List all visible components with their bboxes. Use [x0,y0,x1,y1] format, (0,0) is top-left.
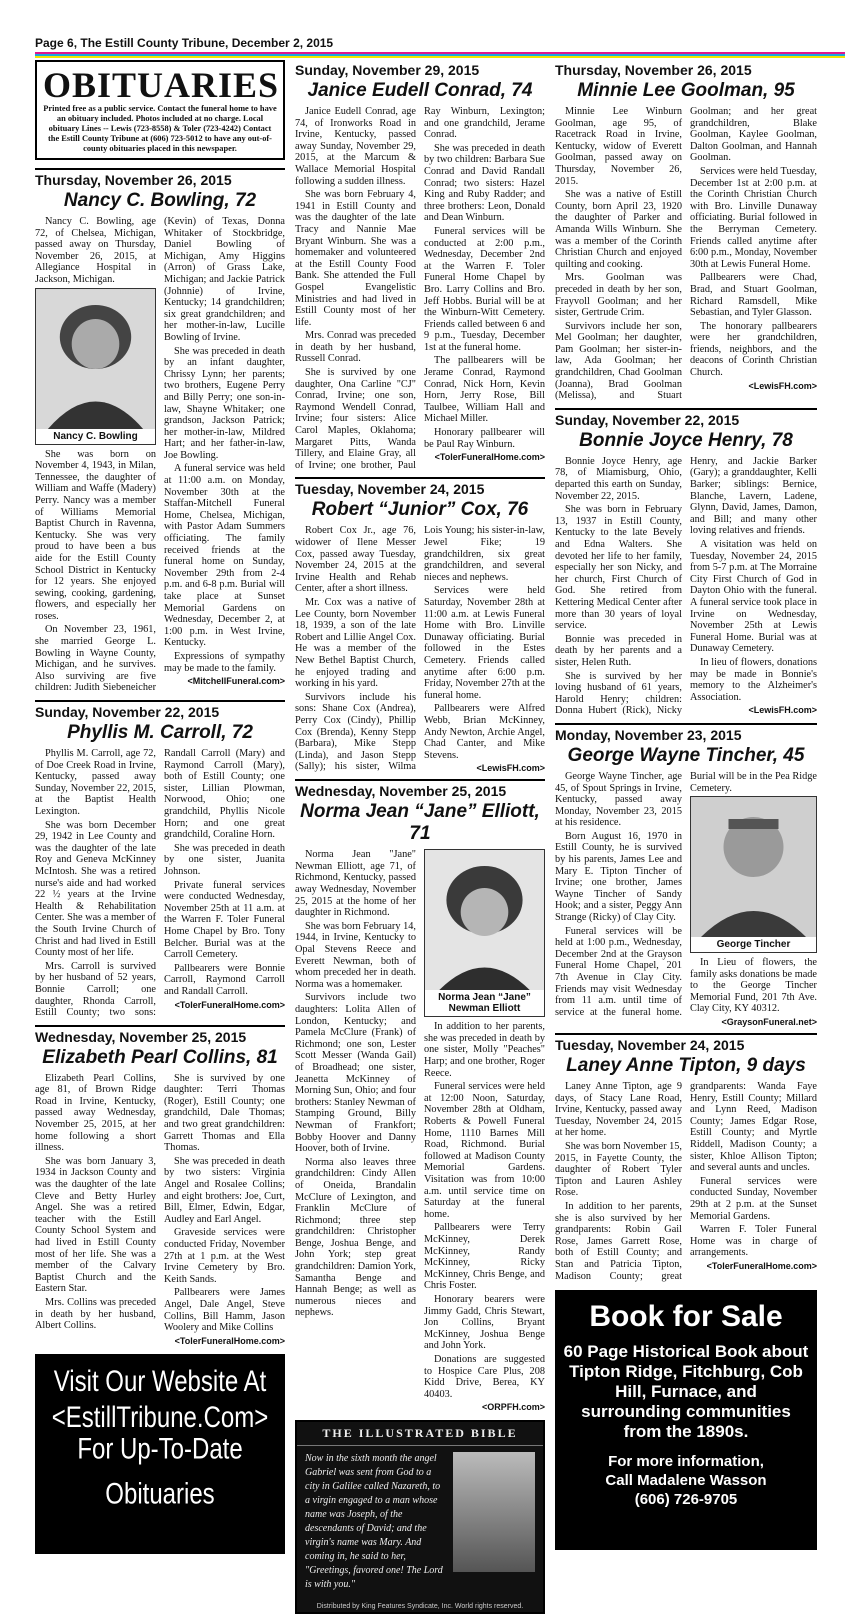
promo-line: <EstillTribune.Com> [51,1400,269,1434]
obit-paragraph: Mrs. Conrad was preceded in death by her husband, Russell Conrad. [295,330,416,365]
obit-paragraph: Funeral services were held at 12:00 Noon, Saturday, November 28th at Oldham, Roberts & Powell Funeral Home, 1110 Barnes Mill Road, Richmond. Burial followed at Madison County Memorial Gardens. Visitation was from 10:00 a.m. until service time on Saturday at the funeral home. [424,1081,545,1220]
obituaries-masthead [35,60,285,160]
obit-collins [35,1025,285,1346]
obit-elliott [295,779,545,1412]
funeral-home-link[interactable]: <TolerFuneralHome.com> [706,1260,817,1271]
portrait-photo [425,850,544,990]
obit-paragraph: She was born December 29, 1942 in Lee County and was the daughter of the late Roy and Geneva McKinney McIntosh. She was a retired nurse's aide and had worked 22 ½ years at the Irvine Health & Rehabilitation Center. She was a member of the South Irvine Church of Christ and had lived in Estill County most of her life. [35,819,156,959]
obit-paragraph: Funeral services will be held at 1:00 p.m., Wednesday, December 2nd at the Grayson Funeral Home Chapel, 201 7th Avenue in Clay City. Friends may visit Wednesday from 11 a.m. until time of service at the funeral home. Burial will be in the Pea Ridge Cemetery. [555,770,817,1018]
funeral-home-link[interactable]: <TolerFuneralHome.com> [434,452,545,463]
obit-date: Sunday, November 22, 2015 [35,704,220,721]
obit-paragraph: Pallbearers were Terry McKinney, Derek McKinney, Randy McKinney, Ricky McKinney, Chris Benge, and Chris Foster. [424,1222,545,1292]
obit-paragraph: She was born on November 4, 1943, in Milan, Tennessee, the daughter of William and Waffe (Madery) Perry. Nancy was a member of Williams Memorial Baptist Church in Ravenna, Kentucky. She was very proud to have been a bus aide for the Estill County School District in Kentucky for 12 years. She enjoyed sewing, cooking, gardening, flowers, and especially her roses. [35,448,156,622]
funeral-home-link[interactable]: <LewisFH.com> [748,705,817,716]
obit-paragraph: Honorary pallbearer will be Paul Ray Winburn. [424,427,545,450]
obit-paragraph: Robert Cox Jr., age 76, widower of Ilene Messer Cox, passed away Tuesday, November 24, 2015 at the Irvine Health and Rehab Center, after a short illness. [295,525,416,595]
illustrated-bible-ad [295,1420,545,1614]
obit-paragraph: Minnie Lee Winburn Goolman, age 95, of Racetrack Road in Irvine, Kentucky, widow of Everett Goolman, passed away on Thursday, November 26, 2015. [555,106,682,187]
obit-paragraph: Graveside services were conducted Friday, November 27th at 1 p.m. at the West Irvine Cemetery by Bro. Keith Sands. [164,1227,285,1285]
obit-paragraph: She was preceded in death by an infant daughter, Chrissy Lynn; her parents; two brothers, Eugene Perry and Billy Perry; one son-in-law, Shayne Whitaker; one grandson, Jackson Patrick; her mother-in-law, Mildred Hart; and her father-in-law, Joe Bowling. [164,345,285,461]
obit-paragraph: The honorary pallbearers were her grandchildren, friends, neighbors, and the deacons of Corinth Christian Church. [690,320,817,379]
obit-paragraph: Donations are suggested to Hospice Care Plus, 208 Kidd Drive, Berea, KY 40403. [424,1353,545,1400]
obit-paragraph: Survivors include two daughters: Lolita Allen of London, Kentucky; and Pamela McClure (Frank) of Richmond; one son, Lester Scott Messer (Wanda Gail) of Broadhead; one sister, Jeanetta McKinney of Morning Sun, Ohio; and four brothers: Stanley Newman of Stamping Ground, Billy Newman of Frankfort; Bobby Hoover and Danny Hoover, both of Irvine. [295,992,416,1155]
book-ad-phone: (606) 726-9705 [634,1491,738,1509]
obit-body [35,748,285,1019]
obit-body [555,1081,817,1282]
stripe-yellow [35,56,845,58]
obit-date: Wednesday, November 25, 2015 [35,1028,247,1045]
photo-caption: George Tincher [716,939,791,951]
column-left [35,60,285,1554]
promo-line: Visit Our Website At [53,1364,267,1398]
obit-paragraph: She is survived by her loving husband of 61 years, Harold Henry; children: Donna Hubert (Rick), Nicky Henry, and Jackie Barker (Gary); a granddaughter, Kelli Barker; siblings: Bernice, Blanche, Lavern, Ladene, Glynn, David, James, Damon, and Bill; and many other loving relatives and friends. [555,455,817,717]
obit-name: Robert “Junior” Cox, 76 [311,499,529,521]
promo-line: For Up-To-Date Obituaries [77,1431,243,1511]
page-header: Page 6, The Estill County Tribune, December 2, 2015 [35,36,334,50]
website-promo-ad[interactable] [35,1354,285,1554]
obit-paragraph: Mr. Cox was a native of Lee County, born November 18, 1939, a son of the late Robert and Lillie Angel Cox. He was a member of the New Bethel Baptist Church, he enjoyed trading and working in his yard. [295,596,416,690]
obit-conrad [295,60,545,471]
book-for-sale-ad [555,1290,817,1550]
obit-body [35,216,285,694]
obit-paragraph: Bonnie was preceded in death by her parents and a sister, Helen Ruth. [555,633,682,668]
obit-paragraph: She was born January 3, 1934 in Jackson County and was the daughter of the late Cleve and Betty Hurley Angel. She was a retired teacher with the Estill County School System and had lived in Estill County most of her life. She was a member of the Calvary Baptist Church and the Eastern Star. [35,1155,156,1295]
obit-paragraph: Born August 16, 1970 in Estill County, he is survived by his parents, James Lee and Mary E. Tipton Tincher of Irvine; one brother, James Wayne Tincher of Sandy Hook; and a sister, Peggy Ann Strange (Ricky) of Clay City. [555,830,682,924]
obit-paragraph: She was preceded in death by two children: Barbara Sue Conrad and David Randall Conrad; two sisters: Hazel King and Ruby Radder; and three brothers: Leon, Donald and Dean Winburn. [424,142,545,224]
obit-paragraph: Norma also leaves three grandchildren: Cindy Allen of Oneida, Brandalin McClure of Lexington, and Franklin McClure of Richmond; three step grandchildren: Christopher Benge, Joshua Benge, and John York; step great grandchildren: Damion York, Samantha Benge and Hannah Benge; as well as numerous nieces and nephews. [295,1156,416,1319]
obit-name: Nancy C. Bowling, 72 [63,190,257,211]
portrait-photo [691,797,816,937]
obit-paragraph: Nancy C. Bowling, age 72, of Chelsea, Michigan, passed away on Thursday, November 26, 2015, at Allegiance Hospital in Jackson, Michigan. [35,216,156,285]
obit-paragraph: She is survived by one daughter: Terri Thomas (Roger), Estill County; one grandchild, Dale Thomas; and two great grandchildren: Garrett Thomas and Ella Thomas. [164,1072,285,1154]
obit-paragraph: In lieu of flowers, donations may be made in Bonnie's memory to the Alzheimer's Association. [690,656,817,703]
obit-henry [555,408,817,717]
funeral-home-link[interactable]: <LewisFH.com> [748,380,817,391]
color-stripes [35,52,845,58]
obit-paragraph: In addition to her parents, she is also survived by her grandparents: Robin Gail Rose, James Garrett Rose, both of Estill County; and Stan and Patricia Tipton, Madison County; great grandparents: Wanda Faye Henry, Estill County; Millard and Lynn Reed, Madison County; James Edgar Rose, Estill County; and Myrtle Riddell, Madison County; a sister, Khloe Allison Tipton; and several aunts and uncles. [555,1081,817,1282]
obit-paragraph: George Wayne Tincher, age 45, of Spout Springs in Irvine, Kentucky, passed away Monday, November 23, 2015 at his residence. [555,770,682,829]
obit-goolman [555,60,817,402]
obit-paragraph: She was a native of Estill County, born April 23, 1920 the daughter of Parker and Amanda Wills Winburn. She was a member of the Corinth Christian Church and enjoyed quilting and cooking. [555,189,682,270]
obit-paragraph: On November 23, 1961, she married George L. Bowling in Wayne County, Michigan, and he survives. Also surviving are five children: Judith Siebeneicher (Kevin) of Texas, Donna Whitaker of Stockbridge, Daniel Bowling of Michigan, Amy Higgins (Arron) of Grass Lake, Michigan; and Jackie Patrick (Johnnie) of Irvine, Kentucky; 14 grandchildren; six great grandchildren; and her mother-in-law, Lucille Bowling of Irvine. [35,216,285,694]
obit-paragraph: A visitation was held on Tuesday, November 24, 2015 from 5-7 p.m. at The Morraine City First Church of God in Dayton Ohio with the funeral. A funeral service took place in Irvine on Wednesday, November 25th at Lewis Funeral Home. Burial was at Dunaway Cemetery. [690,539,817,655]
portrait-image [691,797,816,937]
obit-paragraph: She was born February 4, 1941 in Estill County and was the daughter of the late Tracy and Nannie Mae Bryant Winburn. She was a homemaker and volunteered at the Estill County Food Bank. She attended the Full Gospel Evangelistic Ministries and had lived in Estill County most of her life. [295,189,416,328]
funeral-home-link[interactable]: <ORPFH.com> [481,1402,545,1413]
obit-paragraph: In Lieu of flowers, the family asks donations be made to the George Tincher Memorial Fund, 201 7th Ave. Clay City, KY 40312. [690,957,817,1015]
photo-elliott [424,849,545,1017]
obit-date: Thursday, November 26, 2015 [35,172,232,188]
obit-body [35,1073,285,1346]
obit-paragraph: Survivors include his sons: Shane Cox (Andrea), Perry Cox (Cindy), Phillip Cox (Brenda), Kenny Stepp (Barbara), Mike Stepp (Linda), and Jason Stepp (Sally); his sister, Wilma Lois Young; his sister-in-law, Jewel Fike; 19 grandchildren, six great grandchildren, and several nieces and nephews. [295,525,545,773]
book-ad-contact: Call Madalene Wasson [605,1472,767,1490]
photo-bowling [35,288,156,445]
obit-date: Thursday, November 26, 2015 [555,62,752,78]
book-ad-info: For more information, [608,1453,764,1471]
portrait-photo [36,289,155,429]
obit-paragraph: Funeral services were conducted Sunday, November 29th at 2 p.m. at the Sunset Memorial Gardens. [690,1175,817,1222]
obit-paragraph: Pallbearers were James Angel, Dale Angel, Steve Collins, Bill Hamm, Jason Woolery and Mike Collins [164,1287,285,1334]
photo-tincher [690,796,817,953]
funeral-home-link[interactable]: <LewisFH.com> [476,763,545,774]
column-middle [295,60,545,1614]
obit-paragraph: Mrs. Collins was preceded in death by her husband, Albert Collins. [35,1296,156,1332]
bible-title: THE ILLUSTRATED BIBLE [297,1422,543,1446]
obit-paragraph: Survivors include her son, Mel Goolman; her daughter, Pam Goolman; her sister-in-law, Ada Goolman; her grandchildren, Chad Goolman (Joanna), Brad Goolman (Melissa), and Stuart Goolman; and her great grandchildren, Blake Goolman, Kaylee Goolman, Dalton Goolman, and Hannah Goolman. [555,106,817,402]
portrait-image [425,850,544,990]
book-ad-title: Book for Sale [589,1300,783,1334]
obit-body [555,456,817,717]
obit-name: Phyllis M. Carroll, 72 [67,722,253,744]
obit-date: Tuesday, November 24, 2015 [295,481,485,498]
obit-paragraph: Mrs. Goolman was preceded in death by her son, Frayvoll Goolman; and her sister, Gertrude Crim. [555,272,682,319]
obituaries-title: OBITUARIES [43,65,280,105]
bible-text: Now in the sixth month the angel Gabriel was sent from God to a city in Galilee called Nazareth, to a virgin engaged to a man whose name was Joseph, of the descendants of David; and the virgin's name was Mary. And coming in, he said to her, "Greetings, favored one! The Lord is with you." [305,1453,443,1591]
obit-paragraph: Pallbearers were Alfred Webb, Brian McKinney, Andy Newton, Archie Angel, Chad Canter, and Mike Stevens. [424,703,545,761]
obit-name: Bonnie Joyce Henry, 78 [579,429,793,451]
obit-paragraph: She was born February 14, 1944, in Irvine, Kentucky to Opal Stevens Reece and Everett Newman, both of whom preceded her in death. Norma was a homemaker. [295,920,416,990]
obit-paragraph: Funeral services will be conducted at 2:00 p.m., Wednesday, December 2nd at the Warren F. Toler Funeral Home Chapel by Bro. Larry Collins and Bro. Jeff Hobbs. Burial will be at the Winburn-Witt Cemetery. Friends called between 6 and 9 p.m., Tuesday, December 1st at the funeral home. [424,225,545,353]
photo-caption: Norma Jean “Jane” Newman Elliott [438,992,531,1015]
obit-date: Tuesday, November 24, 2015 [555,1037,745,1054]
portrait-image [36,289,155,429]
obit-paragraph: Janice Eudell Conrad, age 74, of Ironworks Road in Irvine, Kentucky, passed away Sunday, November 29, 2015, at the Marcum & Wallace Memorial Hospital following a sudden illness. [295,106,416,187]
funeral-home-link[interactable]: <TolerFuneralHome.com> [174,999,285,1010]
obit-paragraph: Elizabeth Pearl Collins, age 81, of Brown Ridge Road in Irvine, Kentucky, passed away Wednesday, November 25, 2015, at her home following a short illness. [35,1072,156,1154]
funeral-home-link[interactable]: <TolerFuneralHome.com> [174,1335,285,1346]
funeral-home-link[interactable]: <MitchellFuneral.com> [187,676,285,687]
obit-paragraph: Bonnie Joyce Henry, age 78, of Miamisburg, Ohio, departed this earth on Sunday, November 22, 2015. [555,455,682,502]
obit-body [555,106,817,402]
obit-body [295,849,545,1412]
obit-bowling [35,168,285,694]
obit-paragraph: Phyllis M. Carroll, age 72, of Doe Creek Road in Irvine, Kentucky, passed away Sunday, November 22, 2015, at the Baptist Health Lexington. [35,748,156,817]
obit-name: Minnie Lee Goolman, 95 [577,80,795,101]
obituaries-note: Printed free as a public service. Contact the funeral home to have an obituary included. Photos included at no charge. Local obituary Lines -- Lewis (723-8558) & Toler (723-4242) Contact the Estill County Tribune at (606) 723-5012 to have any out-of-county obituaries placed in this newspaper. [43,104,277,153]
obit-name: Janice Eudell Conrad, 74 [307,80,533,101]
obit-paragraph: She was born in February 13, 1937 in Estill County, Kentucky to the late Bevely and Edna Walters. She devoted her life to her family, especially her son Nicky, and her church, First Church of God. She retired from Kettering Medical Center after more than 30 years of loyal service. [555,504,682,632]
obit-paragraph: Mrs. Carroll is survived by her husband of 52 years, Bonnie Carroll; one daughter, Rhonda Carroll, Estill County; two sons: Randall Carroll (Mary) and Raymond Carroll (Mary), both of Estill County; one sister, Lillian Plowman, Norwood, Ohio; one grandchild, Phyllis Nicole Horn; and one great grandchild, Coraline Horn. [35,748,285,1019]
obit-paragraph: Pallbearers were Bonnie Carroll, Raymond Carroll and Randall Carroll. [164,962,285,997]
obit-paragraph: Warren F. Toler Funeral Home was in charge of arrangements. [690,1224,817,1259]
obit-paragraph: Laney Anne Tipton, age 9 days, of Stacy Lane Road, Irvine, Kentucky, passed away Tuesday, November 24, 2015 at her home. [555,1081,682,1139]
angel-illustration [453,1452,535,1572]
obit-paragraph: She was preceded in death by one sister, Juanita Johnson. [164,842,285,877]
obit-paragraph: She is survived by one daughter, Ona Carline "CJ" Conrad, Irvine; one son, Raymond Wendell Conrad, Irvine; four sisters: Alice Carol Maples, Oklahoma; Margaret Pitts, Wanda Tillery, and Elaine Gray, all of Irvine; one brother, Paul Ray Winburn, Lexington; and one grandchild, Jerame Conrad. [295,106,545,471]
obit-name: George Wayne Tincher, 45 [567,744,805,766]
bible-footer: Distributed by King Features Syndicate, Inc. World rights reserved. [316,1603,524,1611]
column-right [555,60,817,1550]
obit-carroll [35,700,285,1019]
obit-cox [295,477,545,773]
obit-paragraph: She was born November 15, 2015, in Fayette County, the daughter of Robert Tyler Tipton and Lauren Ashley Rose. [555,1141,682,1199]
obit-paragraph: A funeral service was held at 11:00 a.m. on Monday, November 30th at the Staffan-Mitchell Funeral Home, Chelsea, Michigan, with Pastor Adam Summers officiating. The family received friends at the funeral home on Sunday, November 29th from 2-4 p.m. and 6-8 p.m. Burial will take place at Sunset Memorial Gardens on Wednesday, December 2, at 1:00 p.m. in West Irvine, Kentucky. [164,463,285,649]
obit-name: Elizabeth Pearl Collins, 81 [42,1046,278,1068]
obit-paragraph: Norma Jean "Jane" Newman Elliott, age 71, of Richmond, Kentucky, passed away Wednesday, November 25, 2015 at the home of her daughter in Richmond. [295,849,416,919]
obit-date: Sunday, November 22, 2015 [555,411,740,428]
funeral-home-link[interactable]: <GraysonFuneral.net> [721,1017,817,1028]
obit-body [555,771,817,1027]
obit-paragraph: Pallbearers were Chad, Brad, and Stuart Goolman, Richard Ramsdell, Mike Sebastian, and Tyler Glasson. [690,272,817,319]
obit-name: Laney Anne Tipton, 9 days [566,1055,806,1077]
book-ad-description: 60 Page Historical Book about Tipton Ridge, Fitchburg, Cob Hill, Furnace, and surrounding communities from the 1890s. [563,1342,809,1442]
photo-caption: Nancy C. Bowling [53,430,138,442]
obit-paragraph: Services were held Tuesday, December 1st at 2:00 p.m. at the Corinth Christian Church with Bro. Linville Dunaway officiating. Burial followed in the Berryman Cemetery. Friends called anytime after 6:00 p.m., Monday, November 30th at Lewis Funeral Home. [690,165,817,270]
obit-paragraph: Honorary bearers were Jimmy Gadd, Chris Stewart, Jon Collins, Bryant McKinney, Joshua Benge and John York. [424,1293,545,1352]
obit-tipton [555,1033,817,1282]
obit-tincher [555,723,817,1027]
obit-paragraph: In addition to her parents, she was preceded in death by one sister, Molly "Peaches" Harp; and one brother, Roger Reece. [424,1021,545,1079]
obit-date: Monday, November 23, 2015 [555,726,742,743]
obit-date: Wednesday, November 25, 2015 [295,783,507,800]
obit-paragraph: Services were held Saturday, November 28th at 11:00 a.m. at Lewis Funeral Home with Bro. Linville Dunaway officiating. Burial followed in the Estes Cemetery. Friends called anytime after 6:00 p.m. Friday, November 27th at the funeral home. [424,585,545,701]
obit-date: Sunday, November 29, 2015 [295,62,480,78]
obit-body [295,525,545,773]
obit-paragraph: She was preceded in death by two sisters: Virginia Angel and Rosalee Collins; and eight brothers: Joe, Curt, Bill, Elmer, Edwin, Edgar, Audley and Earl Angel. [164,1155,285,1225]
obit-paragraph: The pallbearers will be Jerame Conrad, Raymond Conrad, Nick Horn, Kevin Horn, Jerry Rose, Bill Taulbee, William Hall and Michael Miller. [424,355,545,425]
obit-paragraph: Expressions of sympathy may be made to the family. [164,650,285,674]
obit-paragraph: Private funeral services were conducted Wednesday, November 25th at 11 a.m. at the Warren F. Toler Funeral Home Chapel by Bro. Tony Belcher. Burial was at the Carroll Cemetery. [164,879,285,961]
obit-name: Norma Jean “Jane” Elliott, 71 [300,801,540,845]
obit-body [295,106,545,471]
